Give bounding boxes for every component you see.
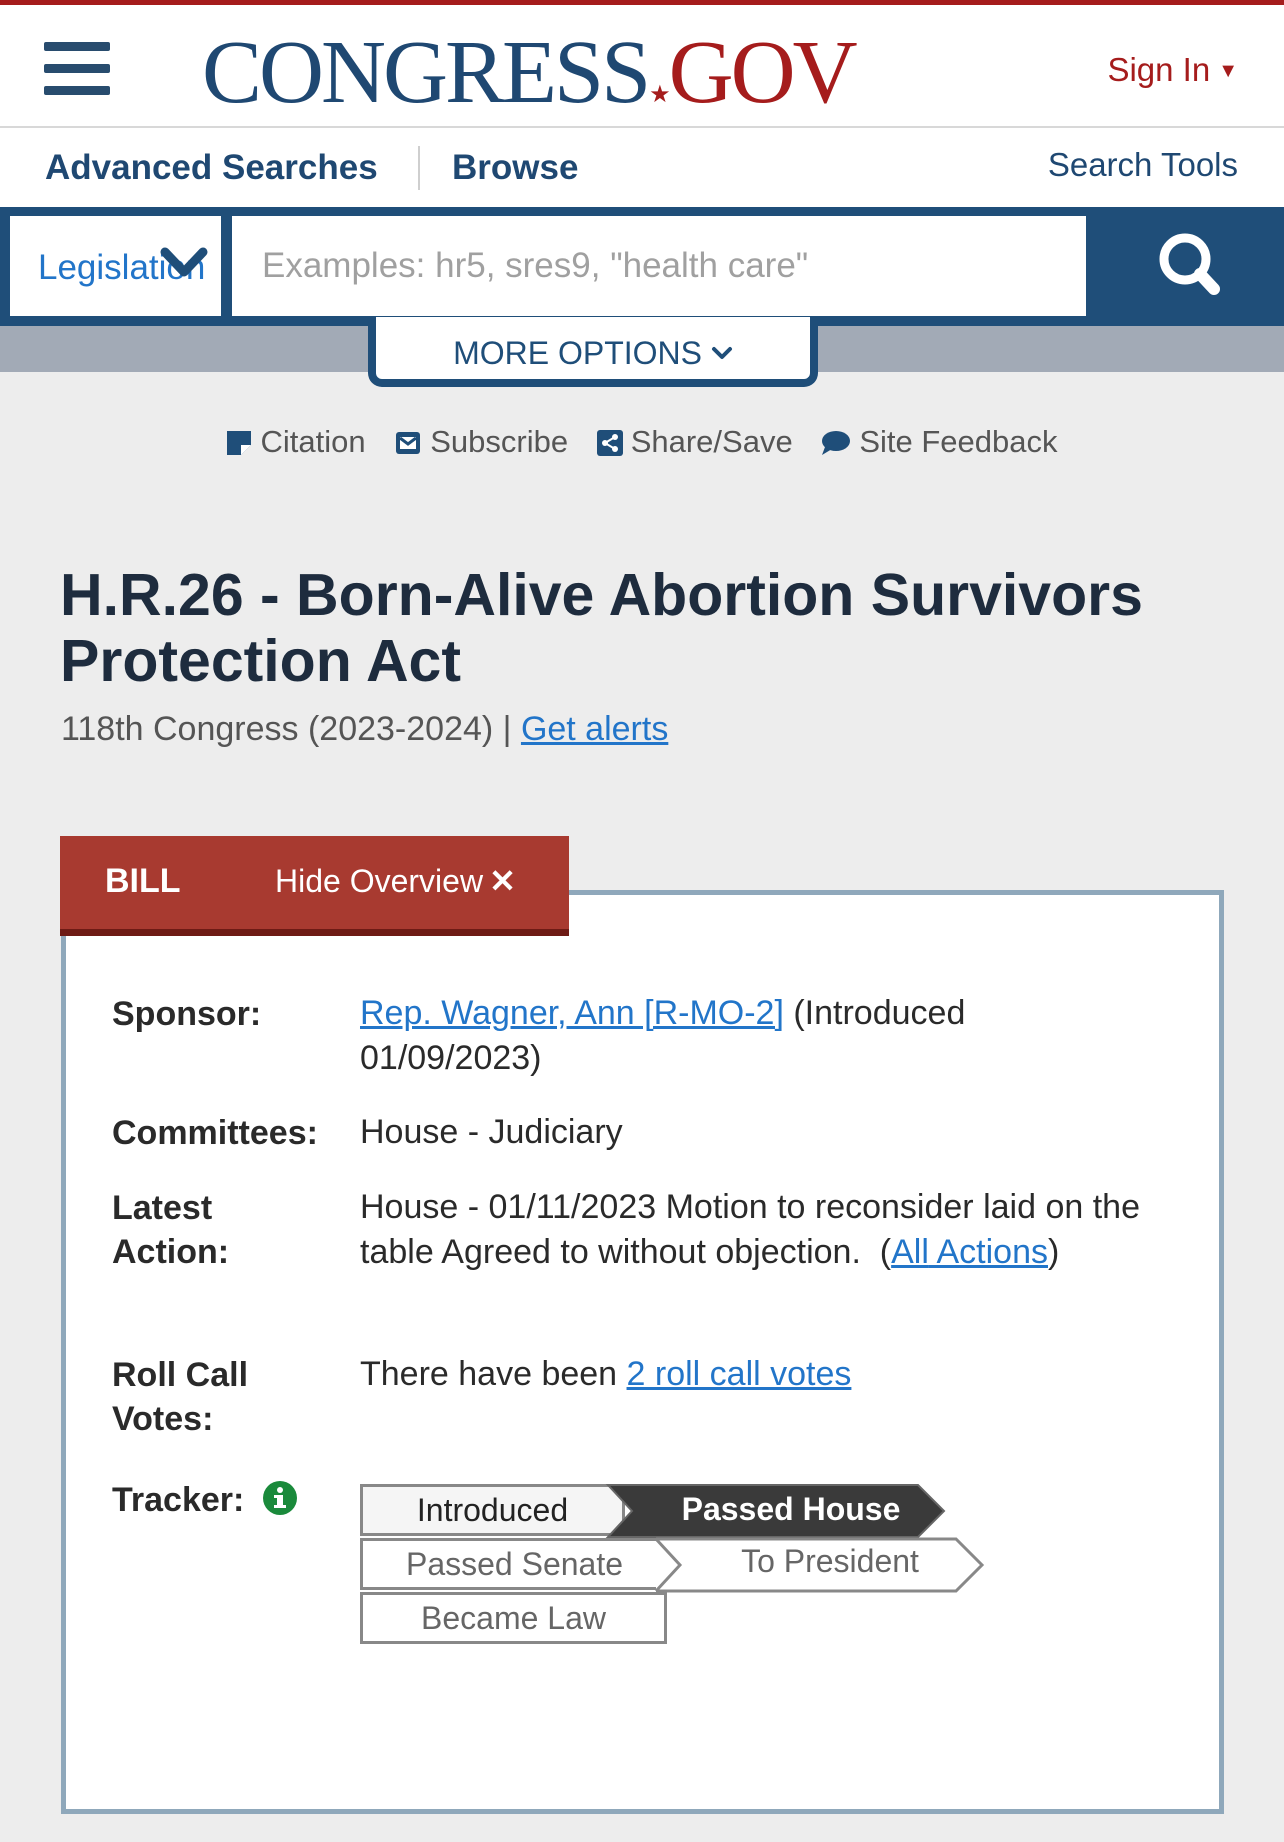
chevron-down-icon <box>711 346 733 362</box>
sponsor-link[interactable]: Rep. Wagner, Ann [R-MO-2] <box>360 994 784 1032</box>
citation-icon <box>226 430 252 456</box>
hide-overview-button[interactable]: Hide Overview ✕ <box>275 863 516 899</box>
chevron-down-icon <box>160 244 208 284</box>
search-scope-value: Legislation <box>38 248 206 287</box>
sign-in-button[interactable] <box>1107 51 1238 89</box>
search-scope-select[interactable] <box>10 216 221 316</box>
congress-gov-logo[interactable] <box>202 23 855 145</box>
tracker-step-became-law: Became Law <box>360 1592 667 1644</box>
search-bar <box>0 207 1284 326</box>
more-options-label: MORE OPTIONS <box>453 326 733 372</box>
info-icon[interactable] <box>262 1480 298 1516</box>
close-icon: ✕ <box>489 863 516 899</box>
sponsor-label: Sponsor: <box>112 995 262 1033</box>
roll-call-votes-link[interactable]: 2 roll call votes <box>626 1355 852 1393</box>
citation-tool[interactable]: Citation <box>226 424 365 460</box>
tracker-step-introduced: Introduced <box>360 1484 625 1536</box>
latest-action-text: House - 01/11/2023 Motion to reconsider laid on the table Agreed to without objection. <box>360 1188 1140 1271</box>
congress-session <box>61 710 668 749</box>
speech-bubble-icon <box>821 430 851 456</box>
tracker-step-passed-house-label: Passed House <box>681 1491 901 1527</box>
envelope-icon <box>394 430 422 456</box>
sign-in-label: Sign In <box>1107 51 1211 88</box>
sponsor-value <box>360 991 1150 1081</box>
sponsor-introduced-date: (Introduced 01/09/2023) <box>360 994 966 1077</box>
menu-icon[interactable] <box>44 38 110 98</box>
roll-call-value <box>360 1352 1150 1397</box>
share-icon <box>597 430 623 456</box>
logo-star-icon: ★ <box>649 82 668 108</box>
latest-action-value: House - 01/11/2023 Motion to reconsider laid on the table Agreed to without objection. (All Actions) <box>360 1188 1140 1271</box>
congress-label: 118th Congress (2023-2024) | <box>61 710 512 748</box>
roll-call-label: Roll Call Votes: <box>112 1356 249 1438</box>
secondary-nav <box>0 128 1284 207</box>
search-button[interactable] <box>1098 216 1284 316</box>
top-header <box>0 0 1284 128</box>
subscribe-tool[interactable]: Subscribe <box>394 424 568 460</box>
more-options-button[interactable] <box>368 317 818 387</box>
search-input[interactable] <box>232 216 1086 316</box>
tracker-step-to-president-label: To President <box>741 1543 919 1579</box>
advanced-searches-link[interactable]: Advanced Searches <box>45 148 378 187</box>
tracker-step-passed-house <box>608 1484 946 1536</box>
tab-bill[interactable]: BILL <box>105 862 181 900</box>
all-actions-link[interactable]: All Actions <box>891 1233 1048 1271</box>
site-feedback-tool[interactable]: Site Feedback <box>821 424 1057 460</box>
tracker-step-to-president <box>656 1538 988 1590</box>
logo-text-gov: GOV <box>668 23 855 122</box>
search-tools-link[interactable]: Search Tools <box>1047 146 1238 183</box>
search-icon <box>1098 216 1284 316</box>
roll-call-text: There have been <box>360 1355 618 1393</box>
share-save-tool[interactable]: Share/Save <box>597 424 793 460</box>
committees-value: House - Judiciary <box>360 1113 623 1151</box>
caret-down-icon: ▼ <box>1218 60 1238 82</box>
logo-text-congress: CONGRESS <box>202 23 649 122</box>
overview-tab-bar <box>60 836 569 936</box>
tracker-label: Tracker: <box>112 1481 245 1519</box>
page-title: H.R.26 - Born-Alive Abortion Survivors Protection Act <box>60 562 1143 694</box>
browse-link[interactable]: Browse <box>452 148 579 187</box>
nav-divider <box>418 146 420 190</box>
bill-tracker <box>360 1484 1000 1644</box>
latest-action-label: Latest Action: <box>112 1189 230 1271</box>
committees-label: Committees: <box>112 1114 318 1152</box>
page-tools <box>0 424 1284 460</box>
get-alerts-link[interactable]: Get alerts <box>520 710 669 748</box>
tracker-step-passed-senate: Passed Senate <box>360 1538 666 1590</box>
